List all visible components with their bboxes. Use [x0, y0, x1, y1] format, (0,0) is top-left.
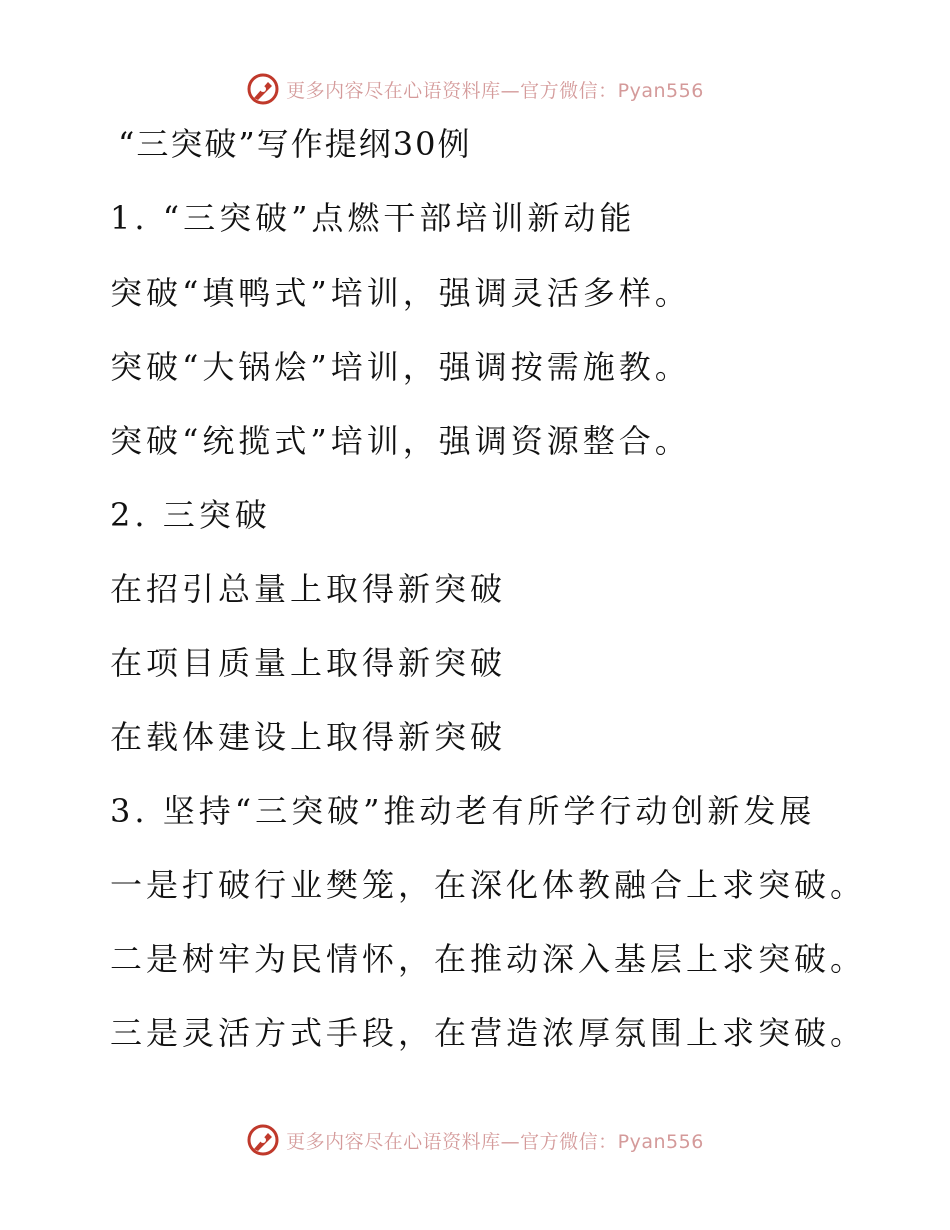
outline-heading-3: 3. 坚持“三突破”推动老有所学行动创新发展	[110, 792, 816, 830]
outline-line: 在载体建设上取得新突破	[110, 718, 507, 756]
outline-heading-2: 2. 三突破	[110, 496, 271, 534]
outline-line: 突破“填鸭式”培训，强调灵活多样。	[110, 274, 691, 312]
watermark-text: 更多内容尽在心语资料库—官方微信：Pyan556	[286, 79, 704, 102]
outline-line: 一是打破行业樊笼，在深化体教融合上求突破。	[110, 866, 867, 904]
watermark-text: 更多内容尽在心语资料库—官方微信：Pyan556	[286, 1130, 704, 1153]
outline-line: 在项目质量上取得新突破	[110, 644, 507, 682]
outline-line: 三是灵活方式手段，在营造浓厚氛围上求突破。	[110, 1014, 867, 1052]
outline-line: 在招引总量上取得新突破	[110, 570, 507, 608]
watermark-header	[0, 72, 950, 106]
pen-logo-icon	[246, 72, 280, 106]
pen-logo-icon	[246, 1123, 280, 1157]
outline-line: 突破“统揽式”培训，强调资源整合。	[110, 422, 691, 460]
document-title: “三突破”写作提纲30例	[118, 125, 472, 163]
outline-line: 突破“大锅烩”培训，强调按需施教。	[110, 348, 691, 386]
outline-heading-1: 1. “三突破”点燃干部培训新动能	[110, 199, 636, 237]
watermark-footer	[0, 1123, 950, 1157]
outline-line: 二是树牢为民情怀，在推动深入基层上求突破。	[110, 940, 867, 978]
